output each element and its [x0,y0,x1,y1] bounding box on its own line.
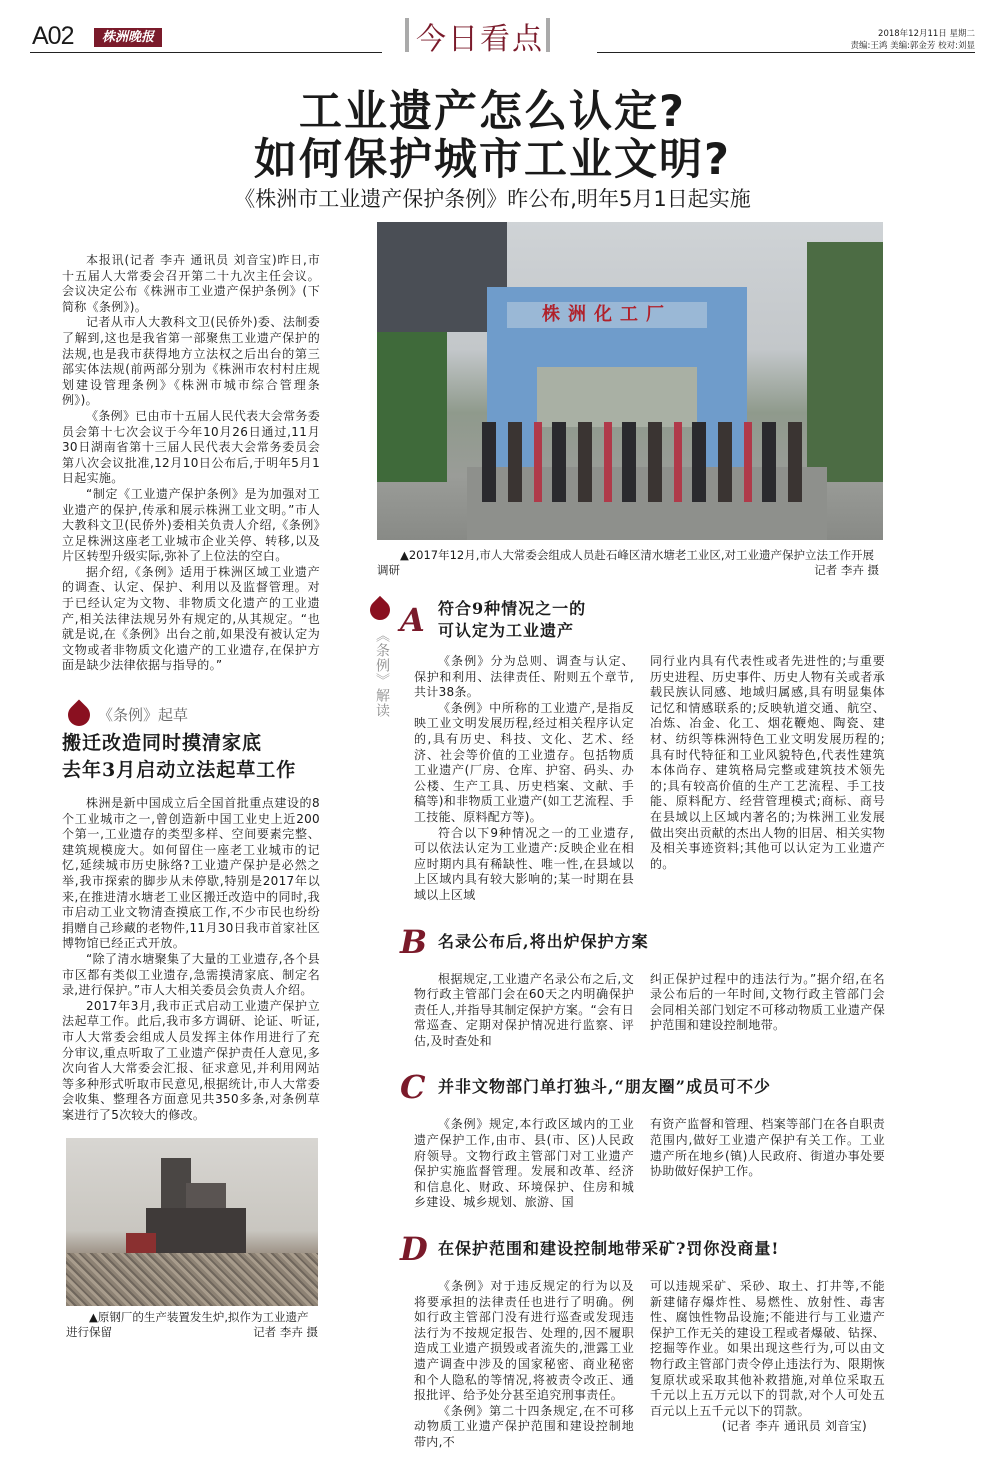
headline-line-1: 工业遗产怎么认定? [299,87,686,137]
section-a-header [400,598,885,642]
section-b-column-1 [414,972,634,1050]
section-a-paragraph: 符合以下9种情况之一的工业遗存,可以依法认定为工业遗产:反映企业在相应时期内具有稀缺性、唯一性,在县域以上区域内具有较大影响的;某一时期在县域以上区域 [414,825,634,902]
drafting-article [62,796,320,1123]
header-rule-right [597,52,975,53]
section-a-body [414,654,885,904]
lead-article [62,253,320,674]
section-c-paragraph: 《条例》规定,本行政区域内的工业遗产保护工作,由市、县(市、区)人民政府领导。文物行政主管部门对工业遗产保护实施监督管理。发展和改革、经济和信息化、财政、环境保护、住房和城乡建设、城乡规划、旅游、国 [414,1117,634,1210]
section-d-paragraph: 《条例》对于违反规定的行为以及将要承担的法律责任也进行了明确。例如行政主管部门没有进行巡查或发现违法行为不按规定报告、处理的,因不履职造成工业遗产损毁或者流失的,泄露工业遗产调查中涉及的国家秘密、商业秘密和个人隐私的等情况,将被责令改正、通报批评、给予处分甚至追究刑事责任。 [414,1279,634,1403]
issue-date: 2018年12月11日 星期二 [878,29,975,39]
left-column [62,253,320,1340]
lead-paragraph: 《条例》已由市十五届人民代表大会常务委员会第十七次会议于今年10月26日通过,11月30日湖南省第十三届人民代表大会常务委员会第八次会议批准,12月10日公布后,于明年5月1日起实施。 [62,408,320,486]
section-a-title [438,598,586,642]
section-d-title: 在保护范围和建设控制地带采矿?罚你没商量! [438,1239,780,1259]
furnace-photo-credit: 记者 李卉 摄 [253,1324,318,1339]
section-b-column-2 [650,972,885,1050]
header-bar-left [405,18,409,52]
furnace-photo-caption [66,1310,318,1340]
drafting-kicker: 《条例》起草 [98,706,189,725]
section-a-letter: A [400,601,425,639]
lead-paragraph: 本报讯(记者 李卉 通讯员 刘音宝)昨日,市十五届人大常委会召开第二十九次主任会议。会议决定公布《株洲市工业遗产保护条例》(下简称《条例》)。 [62,253,320,314]
section-d-body [414,1279,885,1451]
section-d-column-2 [650,1279,885,1451]
section-d [400,1231,885,1451]
interpretation-sections [400,598,885,1471]
section-b-header [400,924,885,960]
drafting-paragraph: 2017年3月,我市正式启动工业遗产保护立法起草工作。此后,我市多方调研、论证、听证,市人大常委会组成人员发挥主体作用进行了充分审议,重点听取了工业遗产保护责任人意见,多次向省人大常委会汇报、征求意见,并利用网站等多种形式听取市民意见,根据统计,市人大常委会收集、整理各方面意见共350多条,对条例草案进行了5次较大的修改。 [62,998,320,1122]
headline-subtitle: 《株洲市工业遗产保护条例》昨公布,明年5月1日起实施 [234,187,751,211]
factory-gate-photo [377,222,883,540]
section-c-paragraph: 有资产监督和管理、档案等部门在各自职责范围内,做好工业遗产保护有关工作。工业遗产所在地乡(镇)人民政府、街道办事处要协助做好保护工作。 [650,1117,885,1179]
red-drop-icon [366,596,394,624]
section-a [400,598,885,904]
section-d-column-1 [414,1279,634,1451]
drafting-headline-line-2: 去年3月启动立法起草工作 [62,759,297,782]
lead-paragraph: “制定《工业遗产保护条例》是为加强对工业遗产的保护,传承和展示株洲工业文明。”市人大教科文卫(民侨外)委相关负责人介绍,《条例》立足株洲这座老工业城市企业关停、转移,以及片区转型升级实际,弥补了上位法的空白。 [62,486,320,564]
interpretation-label: 《条例》解读 [374,628,390,718]
section-c-body [414,1117,885,1211]
section-d-paragraph: 《条例》第二十四条规定,在不可移动物质工业遗产保护范围和建设控制地带内,不 [414,1403,634,1449]
lead-paragraph: 据介绍,《条例》适用于株洲区域工业遗产的调查、认定、保护、利用以及监督管理。对于已经认定为文物、非物质文化遗产的工业遗产,相关法律法规另外有规定的,从其规定。“也就是说,在《条例》出台之前,如果没有被认定为文物或者非物质文化遗产的工业遗存,在保护方面是缺少法律依据与指导的。” [62,564,320,673]
section-d-letter: D [400,1230,428,1269]
section-a-paragraph: 《条例》分为总则、调查与认定、保护和利用、法律责任、附则五个章节,共计38条。 [414,654,634,700]
headline-line-2: 如何保护城市工业文明? [254,135,731,185]
section-c-header [400,1069,885,1105]
section-d-header [400,1231,885,1267]
lead-paragraph: 记者从市人大教科文卫(民侨外)委、法制委了解到,这也是我省第一部聚焦工业遗产保护的法规,也是我市获得地方立法权之后出台的第三部实体法规(前两部分别为《株洲市农村村庄规划建设管理条例》《株洲市城市综合管理条例》)。 [62,315,320,408]
section-a-column-2 [650,654,885,904]
section-b-body [414,972,885,1050]
article-byline: (记者 李卉 通讯员 刘音宝) [721,1419,867,1434]
section-c-title: 并非文物部门单打独斗,“朋友圈”成员可不少 [438,1077,771,1097]
section-a-column-1 [414,654,634,904]
drafting-paragraph: “除了清水塘聚集了大量的工业遗存,各个县市区都有类似工业遗存,急需摸清家底、制定名录,进行保护。”市人大相关委员会负责人介绍。 [62,951,320,998]
furnace-photo [66,1138,318,1306]
drafting-headline-line-1: 搬迁改造同时摸清家底 [62,732,263,755]
drafting-kicker-row [62,704,320,726]
drafting-headline [62,730,320,784]
section-a-title-line-1: 符合9种情况之一的 [438,599,587,618]
section-a-paragraph: 《条例》中所称的工业遗产,是指反映工业文明发展历程,经过相关程序认定的,具有历史、科技、文化、艺术、经济、社会等价值的工业遗存。包括物质工业遗产(厂房、仓库、护窑、码头、办公楼、生产工具、历史档案、文献、手稿等)和非物质工业遗产(如工艺流程、手工技能、原料配方等)。 [414,700,634,824]
section-c [400,1069,885,1211]
newspaper-logo: 株洲晚报 [94,28,162,47]
page-number: A02 [32,22,74,50]
section-c-letter: C [400,1068,426,1107]
section-c-column-1 [414,1117,634,1211]
section-c-column-2 [650,1117,885,1211]
gate-sign: 株洲化工厂 [507,302,707,328]
furnace-caption-text: ▲原钢厂的生产装置发生炉,拟作为工业遗产进行保留 [66,1309,309,1339]
red-drop-icon [63,699,94,730]
drafting-paragraph: 株洲是新中国成立后全国首批重点建设的8个工业城市之一,曾创造新中国工业史上近200个第一,工业遗存的类型多样、空间要素完整、建筑规模庞大。如何留住一座老工业城市的记忆,延续城市历史脉络?工业遗产保护是必然之举,我市探索的脚步从未停歇,特别是2017年以来,在推进清水塘老工业区搬迁改造中的同时,我市启动工业文物清查摸底工作,不少市民也纷纷捐赠自己珍藏的老物件,11月30日我市首家社区博物馆已经正式开放。 [62,796,320,951]
section-b [400,924,885,1050]
section-b-paragraph: 纠正保护过程中的违法行为。”据介绍,在名录公布后的一年时间,文物行政主管部门会会同相关部门划定不可移动物质工业遗产保护范围和建设控制地带。 [650,971,885,1033]
section-title: 今日看点 [416,22,544,57]
section-b-title: 名录公布后,将出炉保护方案 [438,931,649,951]
section-a-title-line-2: 可认定为工业遗产 [438,621,575,640]
section-b-letter: B [400,922,428,961]
main-photo-caption [377,548,883,578]
editor-credits: 责编:王鸿 美编:郭金芳 校对:刘显 [850,41,975,51]
section-a-paragraph: 同行业内具有代表性或者先进性的;与重要历史进程、历史事件、历史人物有关或者承载民族认同感、地域归属感,具有明显集体记忆和情感联系的;反映轨道交通、航空、冶炼、冶金、化工、烟花鞭炮、陶瓷、建材、纺织等株洲特色工业文明发展历程的;具有时代特征和工业风貌特色,代表性建筑本体尚存、建筑格局完整或建筑技术领先的;具有较高价值的生产工艺流程、手工技能、原料配方、经营管理模式;商标、商号在县域以上区域内著名的;为株洲工业发展做出突出贡献的杰出人物的旧居、相关实物及相关事迹资料;其他可以认定为工业遗产的。 [650,654,885,871]
section-b-paragraph: 根据规定,工业遗产名录公布之后,文物行政主管部门会在60天之内明确保护责任人,并指导其制定保护方案。“会有日常巡查、定期对保护情况进行监察、评估,及时查处和 [414,971,634,1048]
section-d-paragraph: 可以违规采矿、采砂、取土、打井等,不能新建储存爆炸性、易燃性、放射性、毒害性、腐蚀性物品设施;不能进行与工业遗产保护工作无关的建设工程或者爆破、钻探、挖掘等作业。如果出现这些行为,可以由文物行政主管部门责令停止违法行为、限期恢复原状或采取其他补救措施,对单位采取五千元以上五万元以下的罚款,对个人可处五百元以上五千元以下的罚款。 [650,1279,885,1418]
header-rule-left [30,52,382,53]
header-bar-right [546,18,550,52]
main-caption-text: ▲2017年12月,市人大常委会组成人员赴石峰区清水塘老工业区,对工业遗产保护立法工作开展调研 [377,548,875,577]
main-photo-credit: 记者 李卉 摄 [814,563,879,577]
